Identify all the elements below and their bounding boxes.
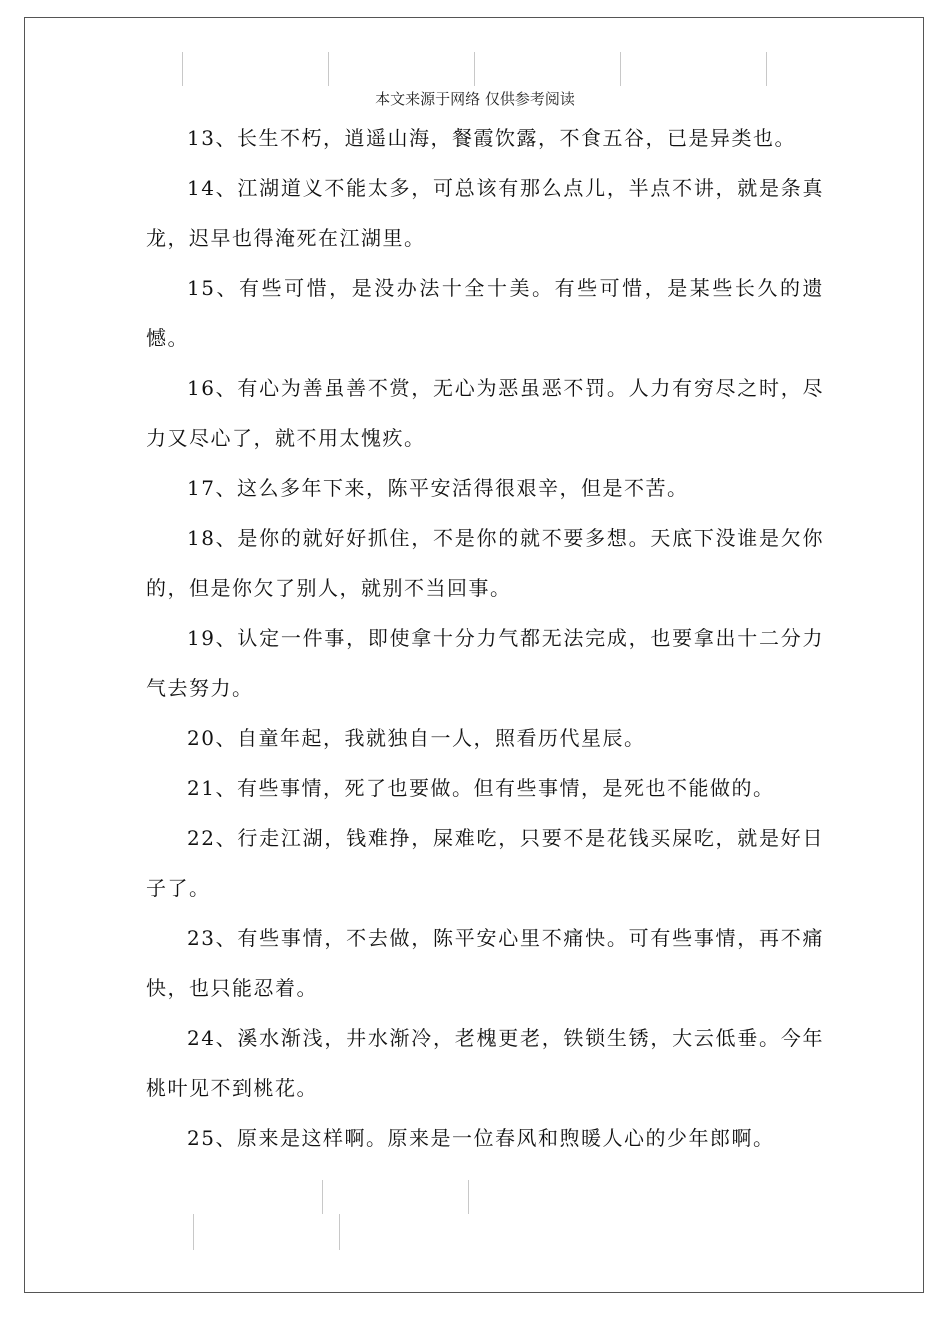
paragraph: 18、是你的就好好抓住，不是你的就不要多想。天底下没谁是欠你的，但是你欠了别人，就别不当回事。: [146, 526, 824, 600]
document-body: [146, 113, 824, 1163]
paragraph: 22、行走江湖，钱难挣，屎难吃，只要不是花钱买屎吃，就是好日子了。: [146, 826, 824, 900]
decorative-mark: [328, 52, 329, 86]
paragraph: 14、江湖道义不能太多，可总该有那么点儿，半点不讲，就是条真龙，迟早也得淹死在江湖里。: [146, 176, 824, 250]
paragraph: 17、这么多年下来，陈平安活得很艰辛，但是不苦。: [187, 476, 689, 500]
paragraph: 24、溪水渐浅，井水渐冷，老槐更老，铁锁生锈，大云低垂。今年桃叶见不到桃花。: [146, 1026, 824, 1100]
paragraph: 16、有心为善虽善不赏，无心为恶虽恶不罚。人力有穷尽之时，尽力又尽心了，就不用太愧疚。: [146, 376, 824, 450]
paragraph: 23、有些事情，不去做，陈平安心里不痛快。可有些事情，再不痛快，也只能忍着。: [146, 926, 824, 1000]
paragraph: 15、有些可惜，是没办法十全十美。有些可惜，是某些长久的遗憾。: [146, 276, 824, 350]
decorative-mark: [182, 52, 183, 86]
paragraph: 25、原来是这样啊。原来是一位春风和煦暖人心的少年郎啊。: [187, 1126, 775, 1150]
paragraph: 13、长生不朽，逍遥山海，餐霞饮露，不食五谷，已是异类也。: [187, 126, 796, 150]
paragraph: 21、有些事情，死了也要做。但有些事情，是死也不能做的。: [187, 776, 775, 800]
decorative-mark: [339, 1214, 340, 1250]
source-note: 本文来源于网络 仅供参考阅读: [375, 90, 575, 108]
paragraph: 19、认定一件事，即使拿十分力气都无法完成，也要拿出十二分力气去努力。: [146, 626, 824, 700]
decorative-mark: [766, 52, 767, 86]
decorative-mark: [193, 1214, 194, 1250]
decorative-mark: [620, 52, 621, 86]
decorative-mark: [322, 1180, 323, 1214]
decorative-mark: [468, 1180, 469, 1214]
decorative-mark: [474, 52, 475, 86]
paragraph: 20、自童年起，我就独自一人，照看历代星辰。: [187, 726, 646, 750]
